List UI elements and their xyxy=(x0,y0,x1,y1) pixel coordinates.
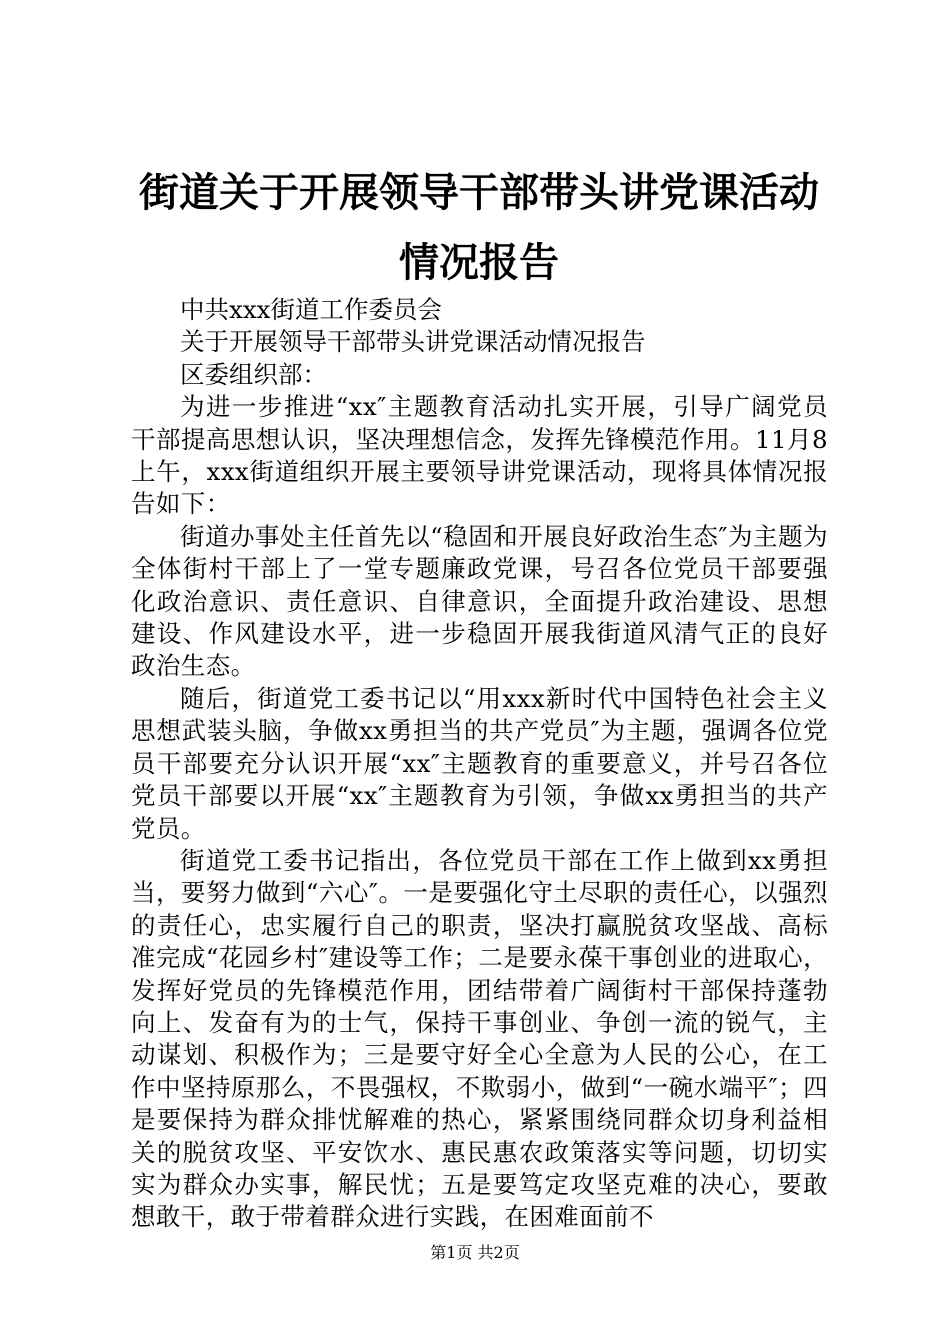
document-title: 街道关于开展领导干部带头讲党课活动情况报告 xyxy=(139,169,819,286)
document-body xyxy=(131,294,828,1234)
recipient-line: 区委组织部： xyxy=(180,359,327,389)
paragraph-secretary-lecture: 随后，街道党工委书记以“用xxx新时代中国特色社会主义思想武装头脑，争做xx勇担当的共产党员″为主题，强调各位党员干部要充分认识开展“xx″主题教育的重要意义，并号召各位党员干部要以开展“xx″主题教育为引领，争做xx勇担当的共产党员。 xyxy=(131,683,828,843)
issuer-line: 中共xxx街道工作委员会 xyxy=(180,295,442,324)
paragraph-six-hearts: 街道党工委书记指出，各位党员干部在工作上做到xx勇担当，要努力做到“六心″。一是要强化守土尽职的责任心，以强烈的责任心，忠实履行自己的职责，坚决打赢脱贫攻坚战、高标准完成“花园乡村″建设等工作；二是要永葆干事创业的进取心，发挥好党员的先锋模范作用，团结带着广阔街村干部保持蓬勃向上、发奋有为的士气，保持干事创业、争创一流的锐气，主动谋划、积极作为；三是要守好全心全意为人民的公心，在工作中坚持原那么，不畏强权，不欺弱小，做到“一碗水端平″；四是要保持为群众排忧解难的热心，紧紧围绕同群众切身利益相关的脱贫攻坚、平安饮水、惠民惠农政策落实等问题，切切实实为群众办实事，解民忧；五是要笃定攻坚克难的决心，要敢想敢干，敢于带着群众进行实践，在困难面前不 xyxy=(131,845,828,1232)
page-footer: 第1页 共2页 xyxy=(430,1243,520,1262)
report-subject-line: 关于开展领导干部带头讲党课活动情况报告 xyxy=(180,327,646,357)
paragraph-intro: 为进一步推进“xx″主题教育活动扎实开展，引导广阔党员干部提高思想认识，坚决理想信念，发挥先锋模范作用。11月8上午，xxx街道组织开展主要领导讲党课活动，现将具体情况报告如下： xyxy=(131,392,828,519)
paragraph-director-lecture: 街道办事处主任首先以“稳固和开展良好政治生态″为主题为全体街村干部上了一堂专题廉政党课，号召各位党员干部要强化政治意识、责任意识、自律意识，全面提升政治建设、思想建设、作风建设水平，进一步稳固开展我街道风清气正的良好政治生态。 xyxy=(131,521,828,681)
